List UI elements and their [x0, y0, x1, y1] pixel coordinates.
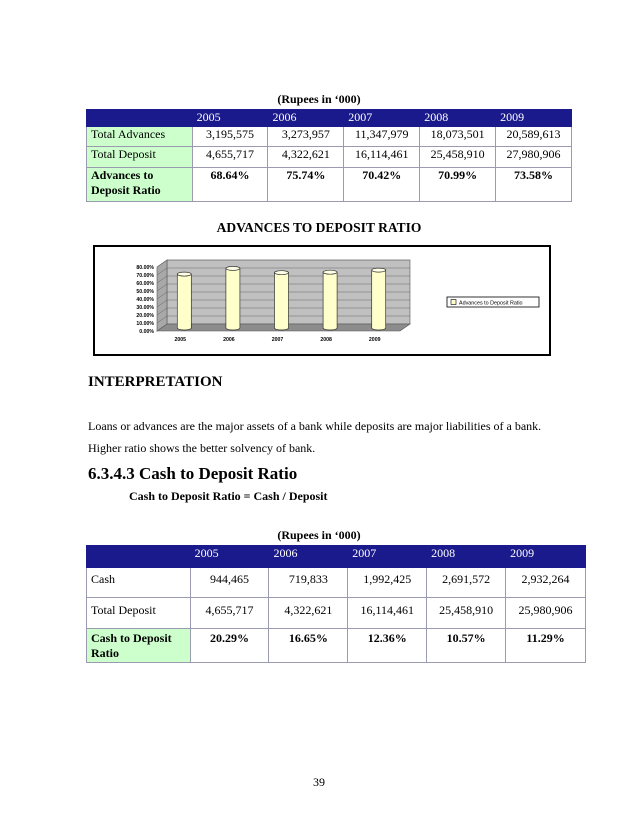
- table-cell: 75.74%: [268, 168, 344, 202]
- y-tick-label: 0.00%: [139, 329, 154, 335]
- table2-units-caption: (Rupees in ‘000): [277, 528, 361, 542]
- bar-body: [226, 268, 240, 330]
- table-row: [87, 598, 586, 629]
- table-cell: 719,833: [269, 568, 348, 598]
- table2-corner-cell: [87, 546, 191, 568]
- bar-body: [372, 270, 386, 330]
- table2-year-header: 2006: [269, 546, 348, 568]
- table-row: [87, 568, 586, 598]
- legend-swatch: [451, 300, 456, 305]
- table-cell: 20,589,613: [496, 127, 572, 147]
- interpretation-line-2: Higher ratio shows the better solvency of bank.: [88, 441, 316, 455]
- bar-body: [275, 273, 289, 330]
- table-cell: 25,980,906: [506, 598, 586, 629]
- table-cell: 3,273,957: [268, 127, 344, 147]
- table-row: [87, 629, 586, 663]
- table-cell: 16.65%: [269, 629, 348, 663]
- table-cell: 11.29%: [506, 629, 586, 663]
- chart-title: ADVANCES TO DEPOSIT RATIO: [216, 220, 422, 235]
- x-tick-label: 2008: [320, 337, 332, 343]
- bar-body: [323, 272, 337, 330]
- y-tick-label: 80.00%: [136, 265, 154, 271]
- y-tick-label: 70.00%: [136, 273, 154, 279]
- bar-top: [177, 272, 191, 276]
- table-row: [87, 168, 572, 202]
- table1-year-header: 2007: [344, 110, 420, 127]
- table-cell: 20.29%: [190, 629, 269, 663]
- table-cell: 1,992,425: [348, 568, 427, 598]
- cash-deposit-table: [86, 545, 586, 663]
- table-cell: 16,114,461: [344, 147, 420, 168]
- bar: [275, 271, 289, 330]
- y-tick-label: 60.00%: [136, 281, 154, 287]
- table-cell: 4,322,621: [269, 598, 348, 629]
- bar-body: [177, 274, 191, 330]
- bar: [323, 270, 337, 330]
- interpretation-heading: INTERPRETATION: [88, 374, 223, 390]
- row-label: Total Deposit: [87, 598, 191, 629]
- table1-corner-cell: [87, 110, 193, 127]
- table2-year-header: 2007: [348, 546, 427, 568]
- table-cell: 25,458,910: [420, 147, 496, 168]
- chart-frame: [93, 245, 551, 356]
- x-tick-label: 2007: [271, 337, 284, 343]
- y-tick-label: 30.00%: [136, 305, 154, 311]
- table1-year-header: 2008: [420, 110, 496, 127]
- table-cell: 3,195,575: [192, 127, 268, 147]
- table-cell: 70.99%: [420, 168, 496, 202]
- row-label: Total Advances: [87, 127, 193, 147]
- x-tick-label: 2006: [223, 337, 235, 343]
- table-cell: 10.57%: [427, 629, 506, 663]
- y-tick-label: 40.00%: [136, 297, 154, 303]
- table-cell: 18,073,501: [420, 127, 496, 147]
- table2-year-header: 2009: [506, 546, 586, 568]
- table-cell: 2,691,572: [427, 568, 506, 598]
- advances-deposit-table: [86, 109, 572, 202]
- table2-year-header: 2008: [427, 546, 506, 568]
- row-label: Cash to Deposit Ratio: [87, 629, 191, 663]
- table-cell: 12.36%: [348, 629, 427, 663]
- table-cell: 27,980,906: [496, 147, 572, 168]
- section-title: 6.3.4.3 Cash to Deposit Ratio: [88, 464, 298, 483]
- legend-label: Advances to Deposit Ratio: [459, 300, 523, 307]
- bar: [177, 272, 191, 330]
- table-cell: 944,465: [190, 568, 269, 598]
- bar: [226, 266, 240, 330]
- y-tick-label: 50.00%: [136, 289, 154, 295]
- page-number: 39: [313, 775, 325, 789]
- table-cell: 4,655,717: [192, 147, 268, 168]
- advances-deposit-chart: [95, 247, 549, 354]
- row-label: Cash: [87, 568, 191, 598]
- table1-units-caption: (Rupees in ‘000): [277, 92, 361, 106]
- table1-year-header: 2005: [192, 110, 268, 127]
- table-cell: 68.64%: [192, 168, 268, 202]
- bar: [372, 268, 386, 330]
- table-cell: 4,655,717: [190, 598, 269, 629]
- table-cell: 73.58%: [496, 168, 572, 202]
- table-cell: 16,114,461: [348, 598, 427, 629]
- bar-top: [275, 271, 289, 275]
- y-tick-label: 10.00%: [136, 321, 154, 327]
- table-row: [87, 147, 572, 168]
- y-tick-label: 20.00%: [136, 313, 154, 319]
- table1-year-header: 2009: [496, 110, 572, 127]
- x-tick-label: 2009: [368, 337, 381, 343]
- row-label: Total Deposit: [87, 147, 193, 168]
- bar-top: [226, 266, 240, 270]
- table-row: [87, 127, 572, 147]
- table2-year-header: 2005: [190, 546, 269, 568]
- table-cell: 70.42%: [344, 168, 420, 202]
- x-tick-label: 2005: [174, 337, 187, 343]
- bar-top: [323, 270, 337, 274]
- table-cell: 25,458,910: [427, 598, 506, 629]
- table-cell: 11,347,979: [344, 127, 420, 147]
- row-label: Advances to Deposit Ratio: [87, 168, 193, 202]
- formula-text: Cash to Deposit Ratio = Cash / Deposit: [129, 489, 328, 503]
- interpretation-line-1: Loans or advances are the major assets of a bank while deposits are major liabilities of a bank.: [88, 419, 542, 433]
- bar-top: [372, 268, 386, 272]
- table-cell: 2,932,264: [506, 568, 586, 598]
- table-cell: 4,322,621: [268, 147, 344, 168]
- table1-year-header: 2006: [268, 110, 344, 127]
